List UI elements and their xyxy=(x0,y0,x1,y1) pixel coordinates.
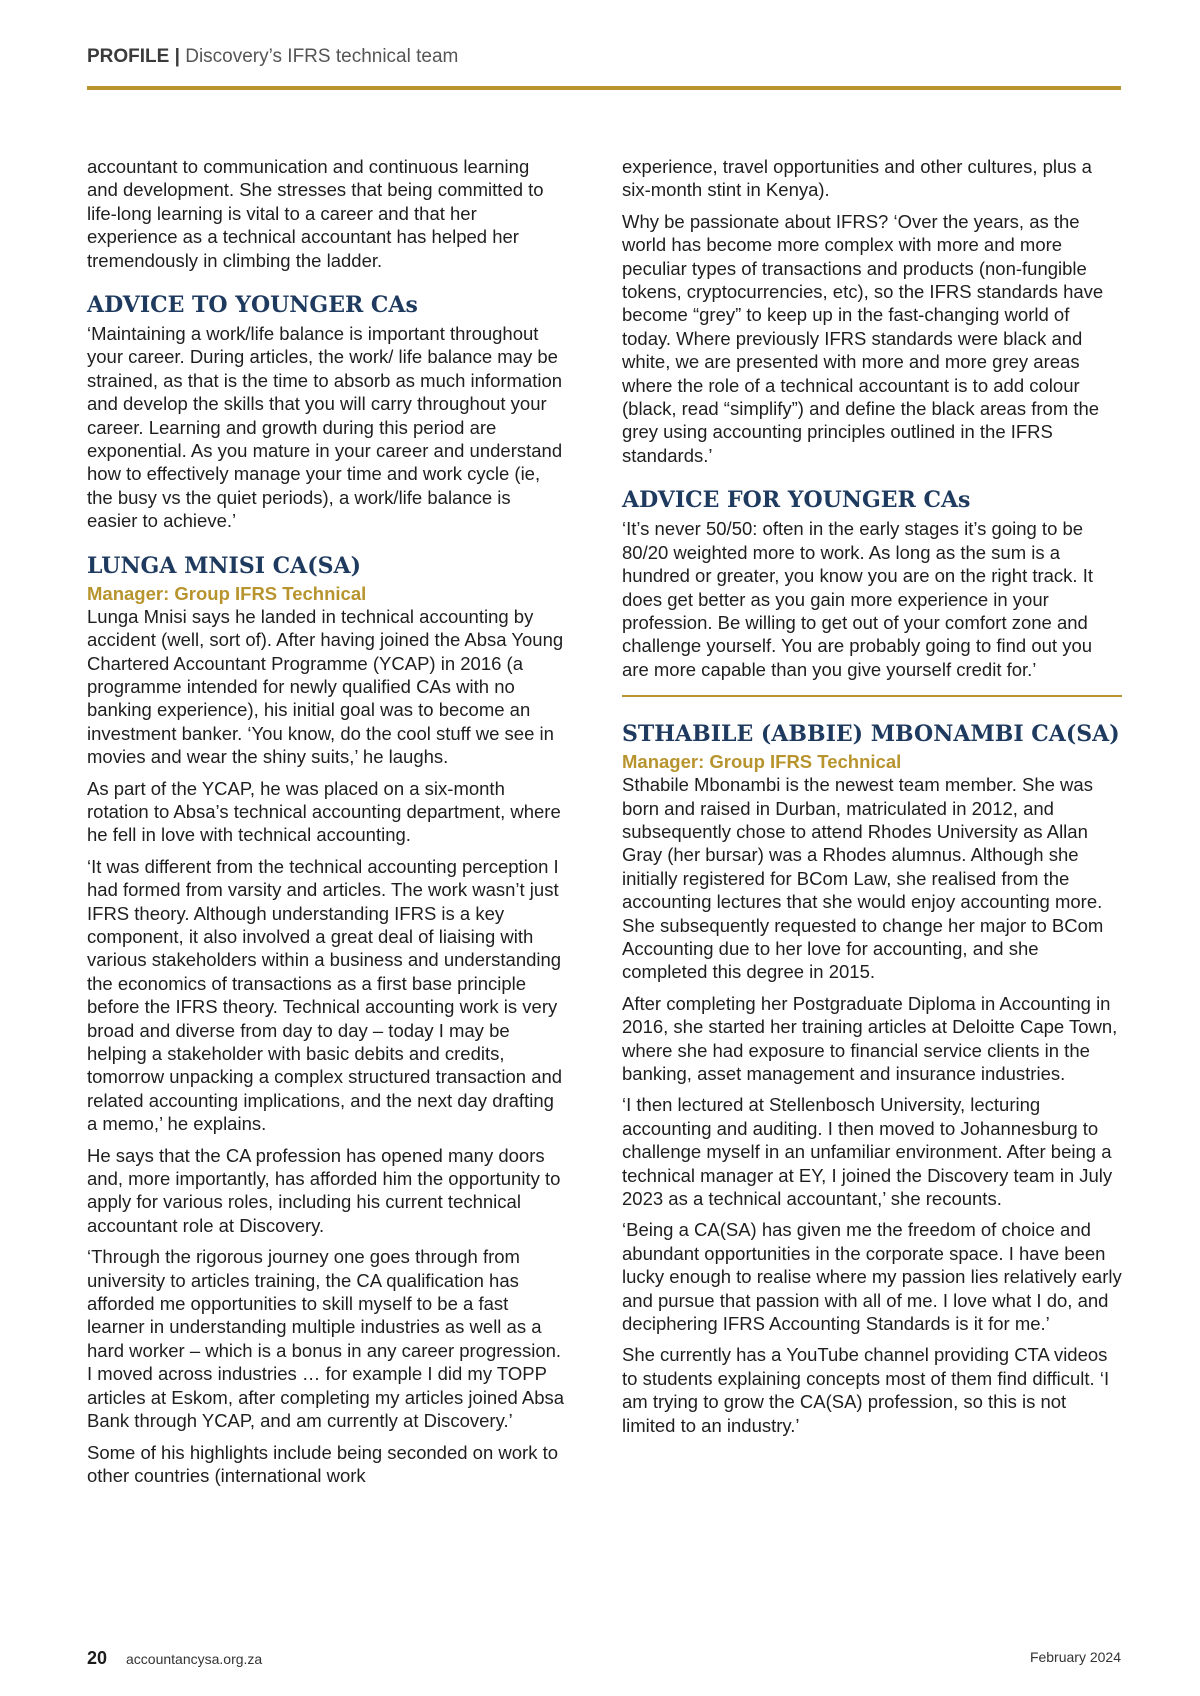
section-divider xyxy=(622,695,1122,697)
body-paragraph: ‘I then lectured at Stellenbosch University, lecturing accounting and auditing. I then moved to Johannesburg to challenge myself in an unfamiliar environment. After being a technical manager at EY, I joined the Discovery team in July 2023 as a technical accountant,’ she recounts. xyxy=(622,1094,1113,1210)
running-header xyxy=(87,46,458,68)
header-subtitle: Discovery’s IFRS technical team xyxy=(185,46,459,67)
body-paragraph: As part of the YCAP, he was placed on a six-month rotation to Absa’s technical accounting department, where he fell in love with technical accounting. xyxy=(87,777,561,846)
profile-role-lunga: Manager: Group IFRS Technical xyxy=(87,582,367,604)
section-label: PROFILE xyxy=(87,46,170,67)
body-paragraph: Lunga Mnisi says he landed in technical accounting by accident (well, sort of). After having joined the Absa Young Chartered Accountant Programme (YCAP) in 2016 (a programme intended for newly qualified CAs with no banking experience), his initial goal was to become an investment banker. ‘You know, do the cool stuff we see in movies and wear the shiny suits,’ he laughs. xyxy=(87,605,564,768)
body-paragraph: ‘Being a CA(SA) has given me the freedom of choice and abundant opportunities in the corporate space. I have been lucky enough to realise where my passion lies relatively early and pursue that passion with all of me. I love what I do, and deciphering IFRS Accounting Standards is it for me.’ xyxy=(622,1219,1122,1335)
intro-paragraph: accountant to communication and continuous learning and development. She stresses that being committed to life-long learning is vital to a career and that her experience as a technical accountant has helped her tremendously in climbing the ladder. xyxy=(87,156,544,271)
body-paragraph: ‘Through the rigorous journey one goes through from university to articles training, the CA qualification has afforded me opportunities to skill myself to be a fast learner in understanding multiple industries as well as a hard worker – which is a bonus in any career progression. I moved across industries … for example I did my TOPP articles at Eskom, after completing my articles joined Absa Bank through YCAP, and am currently at Discovery.’ xyxy=(87,1246,565,1432)
advice-heading-right: ADVICE FOR YOUNGER CAs xyxy=(622,487,971,514)
body-paragraph: Some of his highlights include being seconded on work to other countries (international work xyxy=(87,1441,559,1486)
advice-paragraph-left: ‘Maintaining a work/life balance is important throughout your career. During articles, the work/ life balance may be strained, as that is the time to absorb as much information and develop the skills that you will carry throughout your career. Learning and growth during this period are exponential. As you mature in your career and understand how to effectively manage your time and work cycle (ie, the busy vs the quiet periods), a work/life balance is easier to achieve.’ xyxy=(87,323,563,532)
body-paragraph: He says that the CA profession has opened many doors and, more importantly, has afforded him the opportunity to apply for various roles, including his current technical accountant role at Discovery. xyxy=(87,1144,561,1236)
body-paragraph: After completing her Postgraduate Diploma in Accounting in 2016, she started her training articles at Deloitte Cape Town, where she had exposure to financial service clients in the banking, asset management and insurance industries. xyxy=(622,992,1118,1084)
continued-paragraph: experience, travel opportunities and other cultures, plus a six-month stint in Kenya). xyxy=(622,156,1092,201)
left-column xyxy=(87,155,565,1495)
right-column xyxy=(622,155,1122,1445)
body-paragraph: She currently has a YouTube channel providing CTA videos to students explaining concepts most of them find difficult. ‘I am trying to grow the CA(SA) profession, so this is not limited to an industry.’ xyxy=(622,1344,1110,1436)
page-number: 20 xyxy=(87,1648,108,1668)
body-paragraph: Sthabile Mbonambi is the newest team member. She was born and raised in Durban, matriculated in 2012, and subsequently chose to attend Rhodes University as Allan Gray (her bursar) was a Rhodes alumnus. Although she initially registered for BCom Law, she realised from the accounting lectures that she would enjoy accounting more. She subsequently requested to change her major to BCom Accounting due to her love for accounting, and she completed this degree in 2015. xyxy=(622,774,1104,983)
profile-name-sthabile: STHABILE (ABBIE) MBONAMBI CA(SA) xyxy=(622,721,1120,748)
advice-paragraph-right: ‘It’s never 50/50: often in the early stages it’s going to be 80/20 weighted more to work. As long as the sum is a hundred or greater, you know you are on the right track. It does get better as you gain more experience in your profession. Be willing to get out of your comfort zone and challenge yourself. You are probably going to find out you are more capable than you give yourself credit for.’ xyxy=(622,518,1093,680)
header-separator: | xyxy=(174,46,180,67)
body-paragraph: ‘It was different from the technical accounting perception I had formed from varsity and articles. The work wasn’t just IFRS theory. Although understanding IFRS is a key component, it also involved a great deal of liaising with various stakeholders within a business and understanding the economics of transactions as a first base principle before the IFRS theory. Technical accounting work is very broad and diverse from day to day – today I may be helping a stakeholder with basic debits and credits, tomorrow unpacking a complex structured transaction and related accounting implications, and the next day drafting a memo,’ he explains. xyxy=(87,855,563,1135)
header-rule xyxy=(87,86,1121,90)
website-link[interactable]: accountancysa.org.za xyxy=(126,1651,263,1667)
profile-role-sthabile: Manager: Group IFRS Technical xyxy=(622,751,902,773)
advice-heading-left: ADVICE TO YOUNGER CAs xyxy=(87,292,418,319)
passion-paragraph: Why be passionate about IFRS? ‘Over the years, as the world has become more complex with more and more peculiar types of transactions and products (non-fungible tokens, cryptocurrencies, etc), so the IFRS standards have become “grey” to keep up in the fast-changing world of today. Where previously IFRS standards were black and white, we are presented with more and more grey areas where the role of a technical accountant is to add colour (black, read “simplify”) and define the black areas from the grey using accounting principles outlined in the IFRS standards.’ xyxy=(622,210,1104,466)
profile-name-lunga: LUNGA MNISI CA(SA) xyxy=(87,552,362,579)
issue-date: February 2024 xyxy=(1029,1649,1121,1665)
